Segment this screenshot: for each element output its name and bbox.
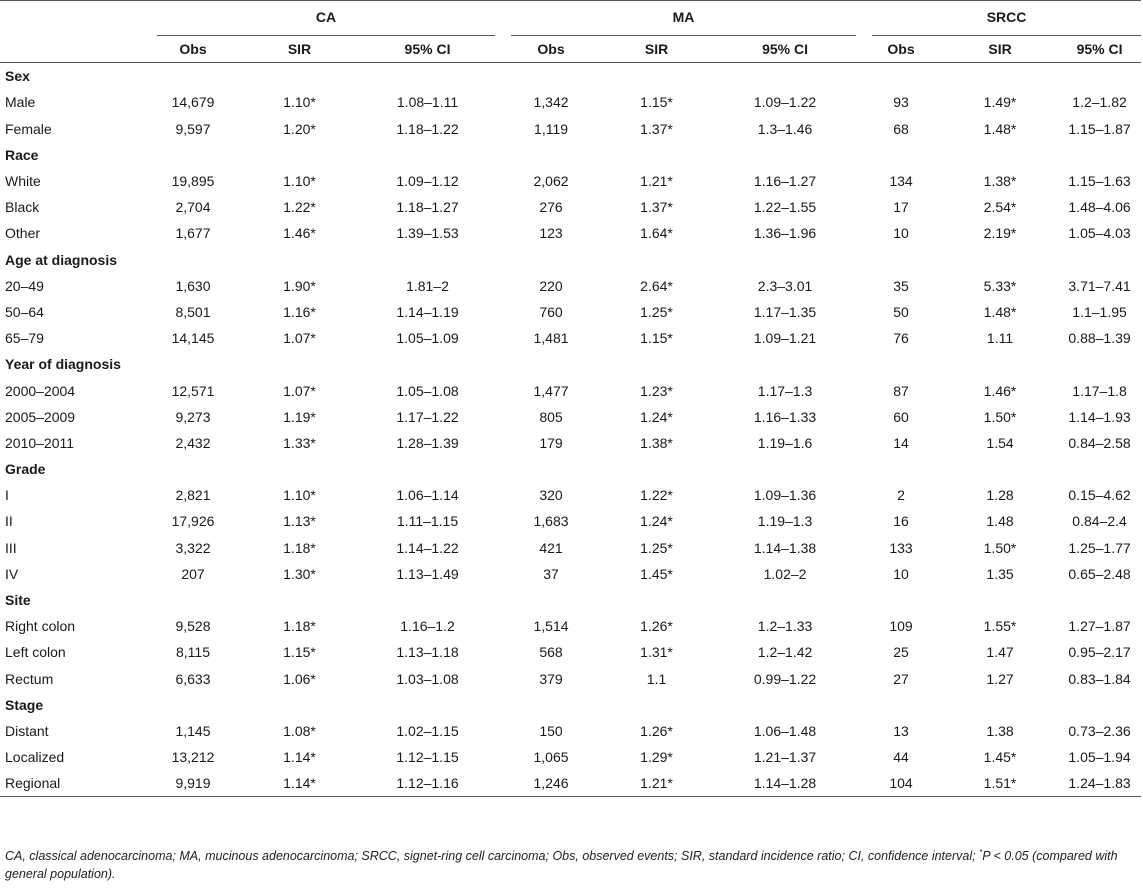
table-row — [0, 194, 1141, 220]
cell-obs: 1,477 — [533, 382, 569, 399]
cell-ci: 1.16–1.27 — [753, 173, 817, 190]
cell-sir: 1.26* — [640, 618, 673, 635]
cell-ci: 1.09–1.36 — [753, 487, 817, 504]
cell-ci: 1.14–1.19 — [396, 303, 459, 320]
subheader-srcc-obs: Obs — [887, 41, 915, 58]
subheader-ca-sir: SIR — [287, 41, 312, 58]
cell-ci: 3.71–7.41 — [1068, 277, 1131, 294]
cell-ci: 1.12–1.15 — [396, 749, 459, 766]
table-row — [0, 744, 1141, 770]
section-header-row — [0, 456, 1141, 482]
cell-ci: 1.3–1.46 — [757, 120, 813, 137]
cell-obs: 68 — [893, 120, 909, 137]
table-row — [0, 718, 1141, 744]
cell-ci: 1.2–1.42 — [757, 644, 813, 661]
subheader-ma-sir: SIR — [644, 41, 669, 58]
cell-ci: 1.27–1.87 — [1068, 618, 1131, 635]
cell-obs: 134 — [889, 173, 913, 190]
cell-obs: 9,528 — [175, 618, 211, 635]
cell-sir: 1.18* — [283, 539, 316, 556]
table-row — [0, 561, 1141, 587]
cell-obs: 13,212 — [171, 749, 215, 766]
cell-sir: 1.50* — [983, 408, 1017, 425]
header-empty — [0, 1, 143, 37]
cell-sir: 1.15* — [640, 94, 673, 111]
cell-ci: 1.28–1.39 — [396, 434, 459, 451]
row-label: 2010–2011 — [5, 434, 75, 451]
cell-obs: 379 — [539, 670, 563, 687]
cell-obs: 1,677 — [175, 225, 211, 242]
cell-sir: 2.64* — [640, 277, 673, 294]
cell-ci: 1.09–1.12 — [396, 173, 459, 190]
cell-ci: 0.83–1.84 — [1068, 670, 1131, 687]
cell-obs: 104 — [889, 775, 913, 792]
cell-sir: 1.35 — [986, 565, 1014, 582]
cell-sir: 1.10* — [283, 487, 316, 504]
subheader-srcc-sir: SIR — [988, 41, 1012, 58]
cell-sir: 1.50* — [983, 539, 1017, 556]
cell-obs: 133 — [889, 539, 913, 556]
cell-sir: 1.64* — [640, 225, 673, 242]
row-label: Rectum — [5, 670, 54, 687]
row-label: 2005–2009 — [5, 408, 76, 425]
cell-sir: 5.33* — [983, 277, 1017, 294]
cell-ci: 1.1–1.95 — [1072, 303, 1127, 320]
cell-sir: 1.30* — [283, 565, 316, 582]
table-row — [0, 220, 1141, 246]
group-header-srcc — [860, 1, 1141, 37]
cell-obs: 568 — [539, 644, 563, 661]
cell-ci: 1.14–1.93 — [1068, 408, 1131, 425]
row-label: Female — [5, 120, 52, 137]
cell-ci: 1.05–1.09 — [396, 330, 459, 347]
cell-sir: 1.31* — [640, 644, 673, 661]
cell-sir: 1.20* — [283, 120, 316, 137]
group-label: SRCC — [872, 1, 1141, 36]
group-header-ma — [499, 1, 860, 37]
cell-sir: 1.07* — [283, 330, 316, 347]
cell-obs: 10 — [893, 225, 909, 242]
cell-sir: 1.29* — [640, 749, 673, 766]
cell-ci: 1.2–1.33 — [757, 618, 813, 635]
cell-sir: 1.25* — [640, 303, 673, 320]
cell-obs: 12,571 — [171, 382, 215, 399]
cell-sir: 1.25* — [640, 539, 673, 556]
table-row — [0, 613, 1141, 639]
cell-ci: 1.17–1.8 — [1072, 382, 1127, 399]
cell-ci: 1.15–1.63 — [1068, 173, 1131, 190]
cell-obs: 1,514 — [533, 618, 569, 635]
cell-obs: 19,895 — [171, 173, 215, 190]
cell-ci: 1.05–1.08 — [396, 382, 459, 399]
section-header-row — [0, 351, 1141, 377]
table-footnote — [5, 844, 1130, 883]
cell-sir: 1.1 — [646, 670, 667, 687]
cell-obs: 109 — [889, 618, 913, 635]
table-row — [0, 89, 1141, 115]
cell-sir: 1.15* — [640, 330, 673, 347]
cell-ci: 1.48–4.06 — [1068, 199, 1131, 216]
section-title: Age at diagnosis — [5, 251, 118, 268]
cell-obs: 6,633 — [175, 670, 211, 687]
cell-obs: 2,432 — [175, 434, 211, 451]
cell-obs: 220 — [539, 277, 563, 294]
cell-ci: 1.24–1.83 — [1068, 775, 1131, 792]
cell-ci: 0.15–4.62 — [1068, 487, 1131, 504]
cell-ci: 1.03–1.08 — [396, 670, 459, 687]
section-title: Race — [5, 146, 39, 163]
cell-ci: 1.17–1.35 — [753, 303, 817, 320]
row-label: 65–79 — [5, 330, 44, 347]
cell-ci: 1.13–1.49 — [396, 565, 459, 582]
row-label: Distant — [5, 722, 49, 739]
table-row — [0, 404, 1141, 430]
cell-sir: 1.45* — [983, 749, 1017, 766]
footnote-p: P — [982, 849, 991, 864]
table-row — [0, 482, 1141, 508]
cell-ci: 0.88–1.39 — [1068, 330, 1131, 347]
subheader-empty — [0, 36, 143, 63]
cell-sir: 1.07* — [283, 382, 316, 399]
cell-sir: 1.38 — [986, 722, 1014, 739]
row-label: Localized — [5, 749, 65, 766]
cell-ci: 1.16–1.33 — [753, 408, 817, 425]
cell-sir: 1.21* — [640, 775, 673, 792]
section-title: Stage — [5, 696, 44, 713]
cell-sir: 1.48* — [983, 303, 1017, 320]
table-row — [0, 377, 1141, 403]
table-row — [0, 535, 1141, 561]
cell-obs: 1,145 — [175, 722, 211, 739]
cell-sir: 1.14* — [283, 775, 316, 792]
cell-obs: 8,115 — [176, 644, 210, 661]
subheader-ca-obs: Obs — [179, 41, 207, 58]
cell-sir: 2.54* — [983, 199, 1017, 216]
cell-obs: 1,683 — [533, 513, 569, 530]
cell-sir: 1.23* — [640, 382, 673, 399]
cell-obs: 44 — [893, 749, 909, 766]
cell-ci: 1.13–1.18 — [396, 644, 459, 661]
cell-sir: 1.27 — [986, 670, 1014, 687]
cell-sir: 1.46* — [283, 225, 316, 242]
cell-ci: 0.95–2.17 — [1068, 644, 1131, 661]
cell-obs: 1,630 — [175, 277, 211, 294]
cell-sir: 1.48 — [986, 513, 1014, 530]
cell-obs: 16 — [893, 513, 909, 530]
table-row — [0, 273, 1141, 299]
cell-obs: 207 — [181, 565, 205, 582]
row-label: IV — [5, 565, 19, 582]
cell-sir: 1.10* — [283, 173, 316, 190]
cell-ci: 2.3–3.01 — [757, 277, 813, 294]
cell-ci: 1.18–1.22 — [396, 120, 459, 137]
cell-obs: 76 — [893, 330, 909, 347]
table-row — [0, 430, 1141, 456]
row-label: I — [5, 487, 9, 504]
cell-sir: 1.16* — [283, 303, 316, 320]
row-label: White — [5, 173, 41, 190]
subheader-ca-ci: 95% CI — [404, 41, 451, 58]
cell-ci: 1.25–1.77 — [1068, 539, 1131, 556]
cell-ci: 1.17–1.3 — [757, 382, 813, 399]
cell-obs: 17 — [893, 199, 909, 216]
row-label: Other — [5, 225, 41, 242]
row-label: II — [5, 513, 13, 530]
cell-ci: 1.05–1.94 — [1068, 749, 1131, 766]
section-title: Sex — [5, 68, 30, 85]
cell-obs: 14,145 — [171, 330, 215, 347]
cell-obs: 14 — [893, 434, 909, 451]
cell-ci: 0.84–2.58 — [1068, 434, 1131, 451]
cell-ci: 1.06–1.14 — [396, 487, 459, 504]
row-label: Left colon — [5, 644, 66, 661]
cell-ci: 1.36–1.96 — [753, 225, 817, 242]
subheader-srcc-ci: 95% CI — [1076, 41, 1123, 58]
cell-ci: 1.06–1.48 — [753, 722, 817, 739]
section-header-row — [0, 63, 1141, 90]
table-row — [0, 666, 1141, 692]
cell-sir: 1.49* — [983, 94, 1017, 111]
cell-ci: 1.14–1.22 — [396, 539, 459, 556]
cell-sir: 1.08* — [283, 722, 316, 739]
cell-obs: 2 — [897, 487, 905, 504]
footnote-text: CA, classical adenocarcinoma; MA, mucinous adenocarcinoma; SRCC, signet-ring cell carcinoma; Obs, observed events; SIR, standard incidence ratio; CI, confidence interval; — [5, 849, 980, 864]
table-row — [0, 168, 1141, 194]
cell-obs: 9,919 — [175, 775, 211, 792]
cell-ci: 1.22–1.55 — [753, 199, 817, 216]
cell-sir: 1.24* — [640, 408, 673, 425]
cell-sir: 1.90* — [283, 277, 316, 294]
cell-ci: 1.05–4.03 — [1068, 225, 1131, 242]
cell-obs: 760 — [539, 303, 563, 320]
table-row — [0, 299, 1141, 325]
section-header-row — [0, 142, 1141, 168]
cell-obs: 60 — [893, 408, 909, 425]
cell-obs: 1,119 — [534, 120, 569, 137]
cell-ci: 1.2–1.82 — [1072, 94, 1127, 111]
cell-sir: 1.19* — [283, 408, 316, 425]
cell-sir: 1.10* — [283, 94, 316, 111]
cell-sir: 1.48* — [983, 120, 1017, 137]
cell-sir: 1.22* — [283, 199, 316, 216]
cell-obs: 27 — [893, 670, 909, 687]
row-label: Right colon — [5, 618, 76, 635]
cell-obs: 14,679 — [171, 94, 215, 111]
cell-sir: 1.37* — [640, 120, 673, 137]
row-label: 20–49 — [5, 277, 44, 294]
cell-obs: 2,704 — [175, 199, 211, 216]
subheader-row — [0, 36, 1141, 63]
cell-sir: 1.14* — [283, 749, 316, 766]
cell-ci: 0.84–2.4 — [1072, 513, 1127, 530]
cell-sir: 1.22* — [640, 487, 673, 504]
cell-obs: 805 — [539, 408, 563, 425]
cell-sir: 1.45* — [640, 565, 673, 582]
cell-ci: 0.99–1.22 — [753, 670, 817, 687]
cell-ci: 0.65–2.48 — [1068, 565, 1131, 582]
cell-ci: 1.11–1.15 — [396, 513, 459, 530]
cell-obs: 123 — [539, 225, 563, 242]
cell-sir: 1.51* — [983, 775, 1017, 792]
cell-sir: 1.24* — [640, 513, 673, 530]
section-header-row — [0, 692, 1141, 718]
cell-ci: 1.39–1.53 — [396, 225, 459, 242]
cell-obs: 3,322 — [175, 539, 211, 556]
cell-obs: 2,062 — [533, 173, 569, 190]
cell-ci: 1.02–1.15 — [396, 722, 459, 739]
table-row — [0, 639, 1141, 665]
footnote-tail: < 0.05 (compared with general population). — [5, 849, 1118, 882]
cell-ci: 1.17–1.22 — [396, 408, 459, 425]
row-label: 2000–2004 — [5, 382, 76, 399]
cell-obs: 93 — [893, 94, 909, 111]
cell-obs: 179 — [539, 434, 563, 451]
cell-ci: 1.21–1.37 — [753, 749, 817, 766]
row-label: Regional — [5, 775, 61, 792]
cell-sir: 1.26* — [640, 722, 673, 739]
cell-sir: 1.38* — [983, 173, 1017, 190]
cell-sir: 1.13* — [283, 513, 316, 530]
group-header-row — [0, 1, 1141, 37]
section-header-row — [0, 247, 1141, 273]
cell-obs: 10 — [893, 565, 909, 582]
cell-obs: 9,273 — [175, 408, 211, 425]
cell-sir: 1.11 — [986, 330, 1014, 347]
cell-sir: 1.55* — [983, 618, 1017, 635]
cell-obs: 276 — [539, 199, 563, 216]
row-label: III — [5, 539, 17, 556]
cell-sir: 1.33* — [283, 434, 316, 451]
cell-sir: 1.46* — [983, 382, 1017, 399]
cell-ci: 0.73–2.36 — [1068, 722, 1131, 739]
cell-sir: 1.06* — [283, 670, 316, 687]
cell-sir: 1.15* — [283, 644, 316, 661]
cell-sir: 1.37* — [640, 199, 673, 216]
cell-obs: 25 — [893, 644, 909, 661]
cell-sir: 1.47 — [986, 644, 1014, 661]
cell-ci: 1.14–1.38 — [753, 539, 817, 556]
cell-sir: 1.18* — [283, 618, 316, 635]
cell-ci: 1.18–1.27 — [396, 199, 459, 216]
cell-obs: 421 — [539, 539, 563, 556]
cell-ci: 1.09–1.22 — [753, 94, 817, 111]
cell-ci: 1.14–1.28 — [753, 775, 817, 792]
cell-obs: 2,821 — [175, 487, 211, 504]
cell-obs: 13 — [893, 722, 909, 739]
cell-obs: 1,246 — [533, 775, 569, 792]
cell-sir: 1.21* — [640, 173, 673, 190]
subheader-ma-ci: 95% CI — [762, 41, 808, 58]
cell-sir: 1.38* — [640, 434, 673, 451]
cell-sir: 1.54 — [986, 434, 1014, 451]
row-label: Black — [5, 199, 40, 216]
table-row — [0, 325, 1141, 351]
cell-ci: 1.12–1.16 — [396, 775, 459, 792]
cell-obs: 1,065 — [533, 749, 569, 766]
table-row — [0, 770, 1141, 797]
cell-ci: 1.19–1.6 — [757, 434, 813, 451]
section-header-row — [0, 587, 1141, 613]
section-title: Year of diagnosis — [5, 356, 121, 373]
cell-obs: 1,342 — [533, 94, 569, 111]
subheader-ma-obs: Obs — [537, 41, 565, 58]
group-label: MA — [511, 1, 856, 36]
table-row — [0, 508, 1141, 534]
cell-obs: 50 — [893, 303, 909, 320]
table-row — [0, 116, 1141, 142]
table-body — [0, 63, 1141, 797]
cell-obs: 320 — [539, 487, 563, 504]
group-header-ca — [143, 1, 499, 37]
cell-obs: 17,926 — [171, 513, 215, 530]
section-title: Site — [5, 592, 31, 609]
cell-obs: 87 — [893, 382, 909, 399]
row-label: 50–64 — [5, 303, 44, 320]
cell-ci: 1.09–1.21 — [753, 330, 817, 347]
cell-ci: 1.08–1.11 — [396, 94, 459, 111]
cell-obs: 9,597 — [175, 120, 211, 137]
cell-obs: 35 — [893, 277, 909, 294]
footnote-asterisk: * — [979, 848, 983, 857]
cell-ci: 1.02–2 — [763, 565, 807, 582]
cell-ci: 1.19–1.3 — [757, 513, 813, 530]
cell-ci: 1.81–2 — [406, 277, 449, 294]
cell-ci: 1.15–1.87 — [1068, 120, 1131, 137]
cell-sir: 1.28 — [986, 487, 1014, 504]
row-label: Male — [5, 94, 36, 111]
cell-obs: 8,501 — [175, 303, 211, 320]
group-label: CA — [157, 1, 495, 36]
cell-ci: 1.16–1.2 — [400, 618, 455, 635]
cell-sir: 2.19* — [983, 225, 1017, 242]
cell-obs: 1,481 — [533, 330, 569, 347]
cell-obs: 37 — [543, 565, 559, 582]
cell-obs: 150 — [539, 722, 563, 739]
section-title: Grade — [5, 461, 46, 478]
